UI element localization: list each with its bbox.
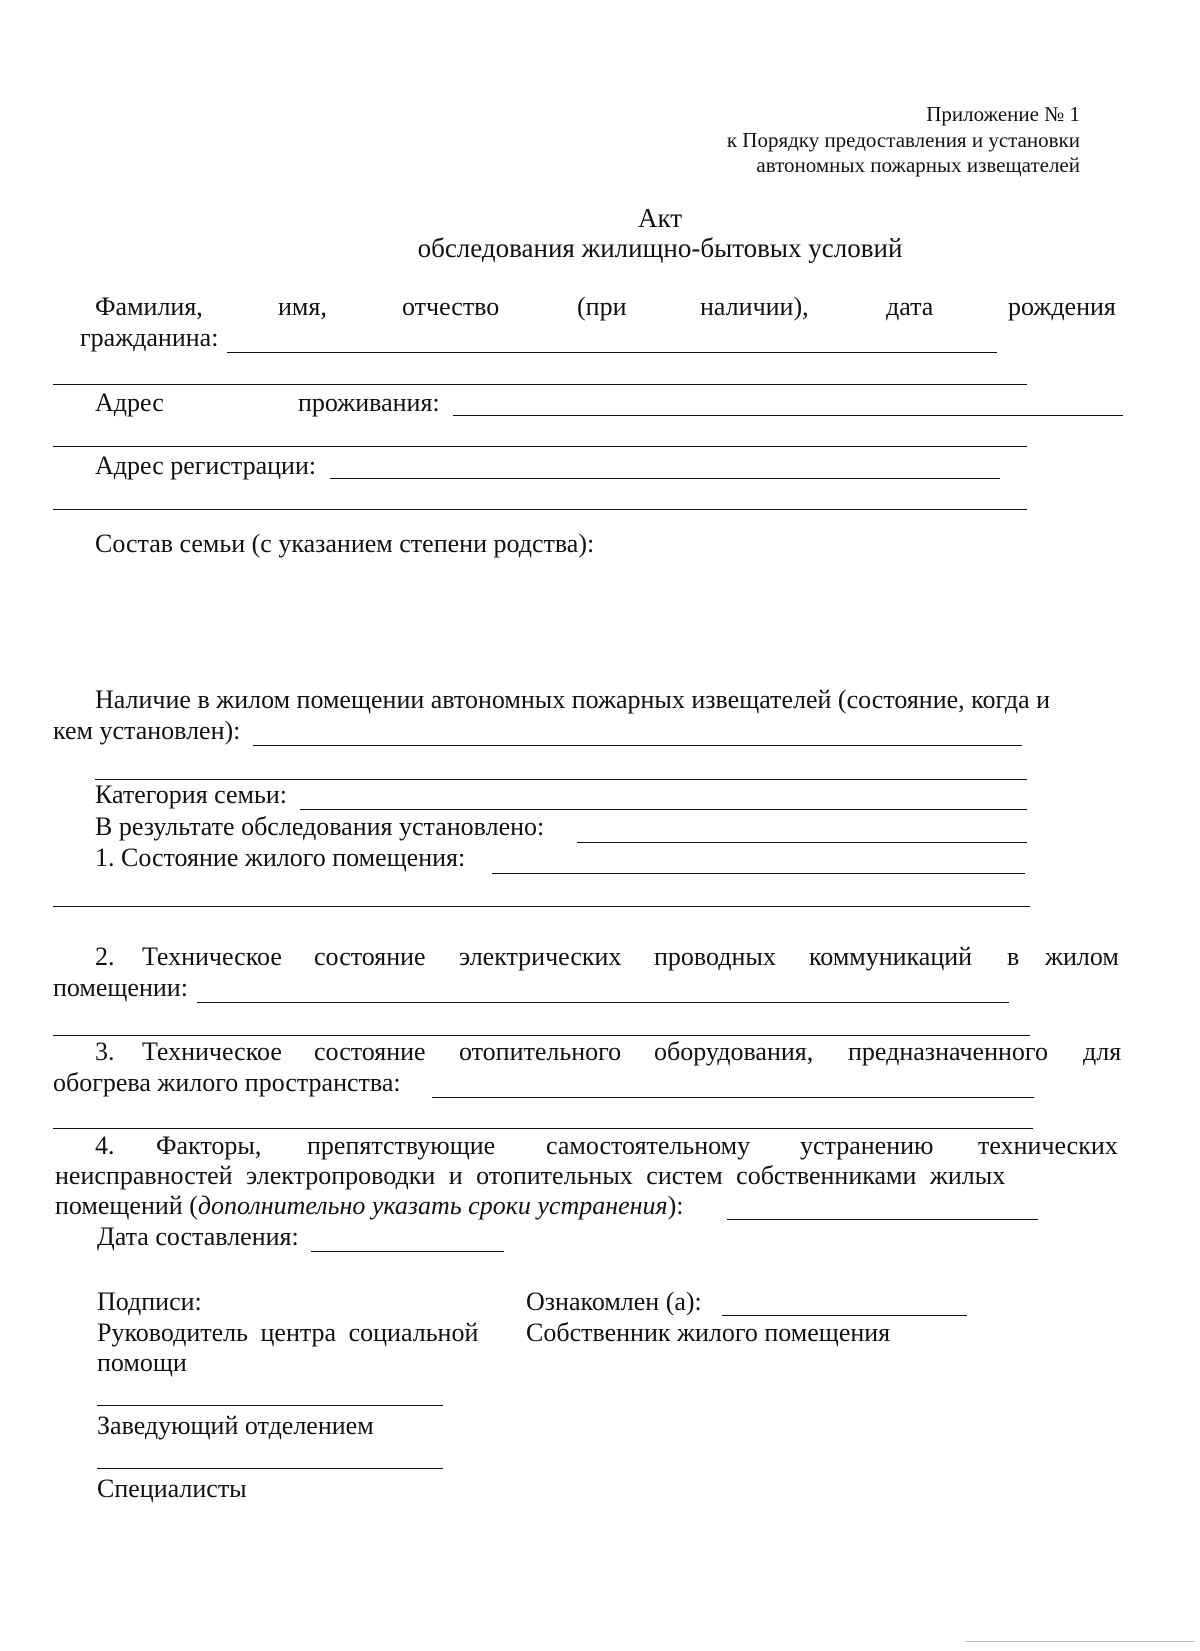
item-4-line-3-start: помещений ( bbox=[55, 1191, 198, 1220]
detectors-line-2: кем установлен): bbox=[53, 716, 241, 745]
item-4-line-3 bbox=[55, 1191, 684, 1221]
document-subtitle: обследования жилищно-бытовых условий bbox=[417, 233, 903, 263]
center-head-line-2: помощи bbox=[97, 1348, 187, 1377]
survey-result-label: В результате обследования установлено: bbox=[95, 812, 545, 841]
fio-word-3: отчество bbox=[402, 292, 500, 321]
fio-fill-line-2[interactable] bbox=[53, 384, 1027, 385]
dept-head-label: Заведующий отделением bbox=[97, 1411, 374, 1440]
item-3-word-5: оборудования, bbox=[654, 1037, 814, 1066]
item-3-line-2: обогрева жилого пространства: bbox=[53, 1068, 401, 1097]
item-3-word-7: для bbox=[1083, 1037, 1122, 1066]
item-3-fill-line-2[interactable] bbox=[53, 1128, 1033, 1129]
appendix-number: Приложение № 1 bbox=[926, 102, 1080, 126]
detectors-line-1: Наличие в жилом помещении автономных пожарных извещателей (состояние, когда и bbox=[95, 685, 1051, 714]
item-2-line-2: помещении: bbox=[53, 973, 188, 1002]
item-2-word-2: Техническое bbox=[142, 942, 282, 971]
item-4-line-2: неисправностей электропроводки и отопительных систем собственниками жилых bbox=[55, 1161, 1006, 1190]
item-3-word-3: состояние bbox=[314, 1037, 426, 1066]
item-4-word-2: Факторы, bbox=[156, 1131, 262, 1160]
fio-word-7: рождения bbox=[1008, 292, 1116, 321]
item-2-fill-line[interactable] bbox=[197, 1002, 1009, 1003]
family-composition-label: Состав семьи (с указанием степени родства): bbox=[95, 529, 595, 558]
item-4-deadline-note: дополнительно указать сроки устранения bbox=[197, 1191, 668, 1220]
item-2-word-1: 2. bbox=[95, 942, 115, 971]
item-2-word-3: состояние bbox=[314, 942, 426, 971]
fio-fill-line[interactable] bbox=[227, 352, 997, 353]
item-1-label: 1. Состояние жилого помещения: bbox=[95, 843, 466, 872]
signatures-label: Подписи: bbox=[97, 1287, 202, 1316]
scan-edge-line bbox=[965, 1641, 1195, 1642]
item-2-word-8: жилом bbox=[1045, 942, 1119, 971]
item-4-word-1: 4. bbox=[95, 1131, 115, 1160]
item-1-fill-line-2[interactable] bbox=[53, 906, 1030, 907]
registration-address-label: Адрес регистрации: bbox=[95, 451, 317, 480]
fio-word-5: наличии), bbox=[700, 292, 809, 321]
item-4-word-3: препятствующие bbox=[307, 1131, 496, 1160]
specialists-label: Специалисты bbox=[97, 1474, 247, 1503]
item-2-fill-line-2[interactable] bbox=[53, 1035, 1030, 1036]
item-3-word-6: предназначенного bbox=[848, 1037, 1048, 1066]
acquainted-fill-line[interactable] bbox=[722, 1315, 967, 1316]
registration-address-fill-line[interactable] bbox=[330, 478, 1000, 479]
detectors-fill-line[interactable] bbox=[253, 745, 1022, 746]
appendix-line-3: автономных пожарных извещателей bbox=[756, 153, 1080, 177]
item-1-fill-line[interactable] bbox=[492, 873, 1025, 874]
item-4-fill-line[interactable] bbox=[727, 1219, 1038, 1220]
item-3-word-1: 3. bbox=[95, 1037, 115, 1066]
item-3-word-2: Техническое bbox=[142, 1037, 282, 1066]
date-label: Дата составления: bbox=[97, 1222, 299, 1251]
family-category-fill-line[interactable] bbox=[300, 809, 1027, 810]
fio-word-4: (при bbox=[577, 292, 627, 321]
item-4-line-3-end: ): bbox=[667, 1191, 684, 1220]
address-word-2: проживания: bbox=[298, 388, 440, 417]
item-2-word-4: электрических bbox=[459, 942, 622, 971]
acquainted-label: Ознакомлен (а): bbox=[526, 1287, 702, 1316]
residence-address-fill-line[interactable] bbox=[453, 415, 1123, 416]
center-head-line-1: Руководитель центра социальной bbox=[97, 1318, 479, 1347]
owner-label: Собственник жилого помещения bbox=[526, 1318, 891, 1347]
registration-address-fill-line-2[interactable] bbox=[53, 509, 1027, 510]
address-word-1: Адрес bbox=[95, 388, 164, 417]
center-head-signature-line[interactable] bbox=[97, 1405, 443, 1406]
item-2-word-6: коммуникаций bbox=[809, 942, 973, 971]
fio-word-1: Фамилия, bbox=[95, 292, 203, 321]
item-3-word-4: отопительного bbox=[459, 1037, 622, 1066]
fio-word-2: имя, bbox=[278, 292, 327, 321]
date-fill-line[interactable] bbox=[311, 1251, 504, 1252]
item-4-word-6: технических bbox=[978, 1131, 1118, 1160]
item-3-fill-line[interactable] bbox=[432, 1097, 1034, 1098]
appendix-line-2: к Порядку предоставления и установки bbox=[726, 128, 1080, 152]
item-4-word-5: устранению bbox=[800, 1131, 934, 1160]
document-title: Акт bbox=[637, 203, 683, 233]
item-2-word-5: проводных bbox=[654, 942, 776, 971]
item-4-word-4: самостоятельному bbox=[546, 1131, 751, 1160]
survey-result-fill-line[interactable] bbox=[577, 842, 1027, 843]
dept-head-signature-line[interactable] bbox=[97, 1468, 443, 1469]
fio-label-citizen: гражданина: bbox=[80, 323, 219, 352]
item-2-word-7: в bbox=[1007, 942, 1020, 971]
residence-address-fill-line-2[interactable] bbox=[53, 446, 1027, 447]
family-category-label: Категория семьи: bbox=[95, 780, 288, 809]
fio-word-6: дата bbox=[886, 292, 934, 321]
